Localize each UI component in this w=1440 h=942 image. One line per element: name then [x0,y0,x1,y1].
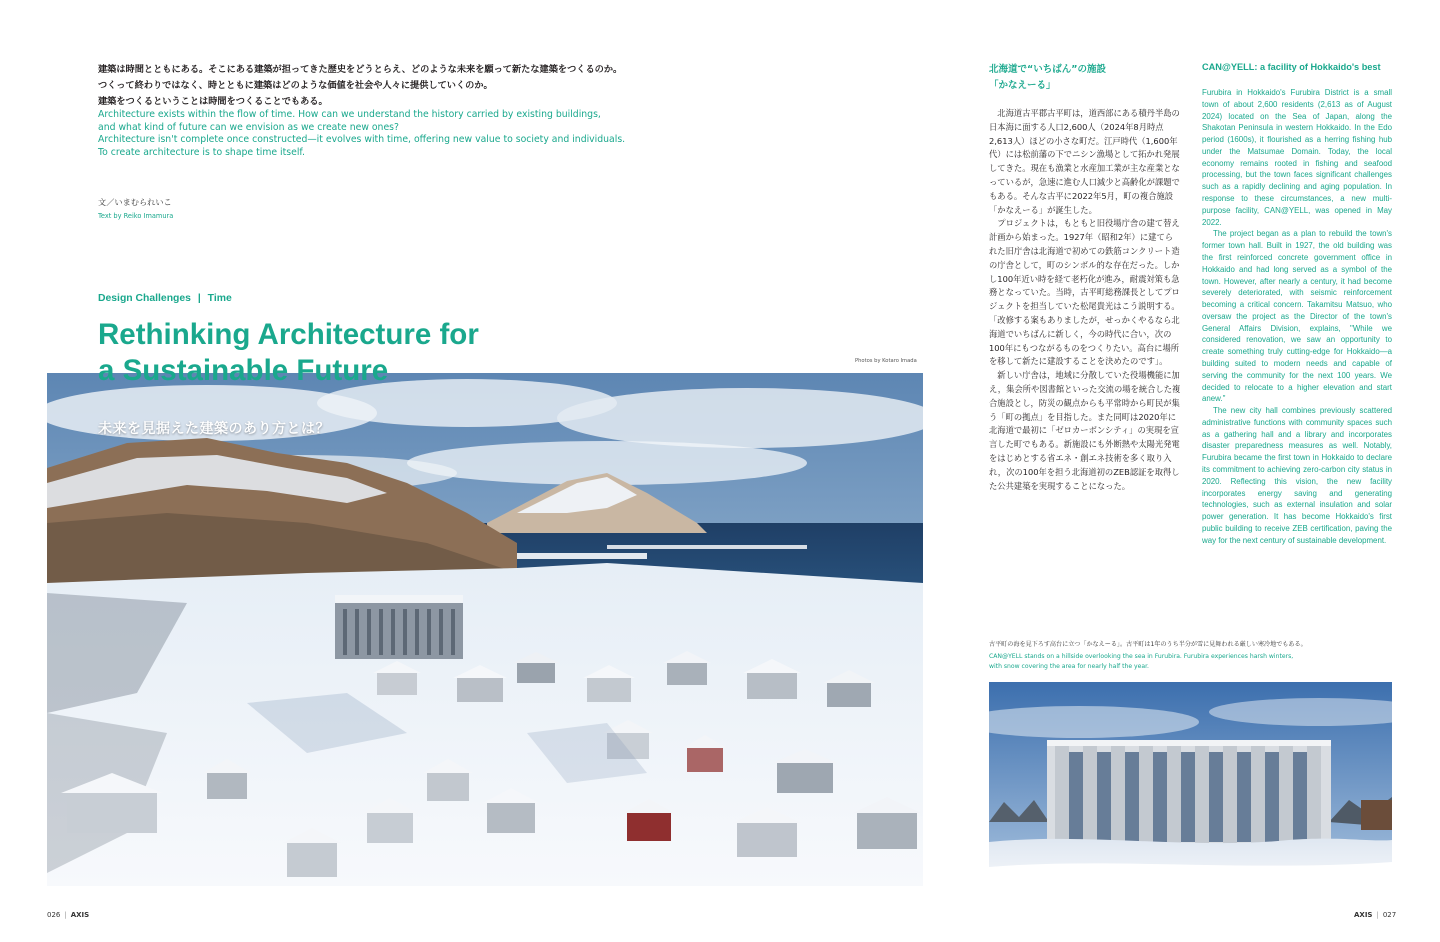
body-ja-paragraph: 北海道古平郡古平町は，道西部にある積丹半島の日本海に面する人口2,600人（2024年8月時点2,613人）ほどの小さな町だ。江戸時代（1,600年代）には松前藩の下でニシン漁場として拓かれ発展してきた。現在も漁業と水産加工業が主な産業となっているが，急速に進む人口減少と高齢化が課題でもある。そんな古平に2022年5月，町の複合施設「かなえーる」が誕生した。 [989,108,1180,215]
building-photo [989,682,1392,886]
title-line-2: a Sustainable Future [98,354,389,387]
body-text-en [1202,87,1392,546]
body-ja-paragraph: プロジェクトは，もともと旧役場庁舎の建て替え計画から始まった。1927年（昭和2年）に建てられた旧庁舎は北海道で初めての鉄筋コンクリート造の庁舎として，町のシンボル的な存在だった。しかし100年近い時を経て老朽化が進み，耐震対策も急務となっていた。当時，古平町総務課長としてプロジェクトを担当していた松尾貴光はこう説明する。「改修する案もありましたが，せっかくやるなら北海道でいちばんに新しく，今の時代に合い，次の100年にもつながるものをつくりたい。高台に場所を移して新たに建設することを決めたのです」。 [989,218,1180,367]
caption-en-line: with snow covering the area for nearly half the year. [989,662,1149,670]
page-number-right: 027 [1382,911,1397,919]
kicker-separator: | [197,293,201,304]
byline-ja: 文／いまむられいこ [98,197,172,207]
folio-left: 026 | AXIS [47,911,90,919]
intro-en-line: Architecture exists within the flow of time. How can we understand the history carried by existing buildings, [98,109,601,120]
byline-en: Text by Reiko Imamura [98,212,174,220]
section-heading-en: CAN@YELL: a facility of Hokkaido's best [1202,62,1381,72]
title-line-1: Rethinking Architecture for [98,318,479,351]
section-heading-ja-line: 北海道で“いちばん”の施設 [989,64,1106,75]
section-heading-ja-line: 「かなえーる」 [989,80,1056,91]
subtitle-ja: 未来を見据えた建築のあり方とは？ [98,421,330,437]
intro-en [98,109,638,160]
body-ja-paragraph: 新しい庁舎は，地域に分散していた役場機能に加え，集会所や図書館といった交流の場を統合した複合施設とし，防災の観点からも平常時から町民が集う「町の拠点」を目指した。また同町は2020年に北海道で最初に「ゼロカーボンシティ」の実現を宣言した町でもある。新施設にも外断熱や太陽光発電をはじめとする省エネ・創エネ技術を多く取り入れ，次の100年を担う北海道初のZEB認証を取得した公共建築を実現することになった。 [989,370,1181,491]
magazine-name-right: AXIS [1354,911,1373,919]
intro-ja-line: 建築は時間とともにある。そこにある建築が担ってきた歴史をどうとらえ、どのような未来を願って新たな建築をつくるのか。 [98,64,623,75]
photo-credit: Photos by Kotaro Imada [855,358,917,364]
page-title [98,317,618,389]
magazine-name-left: AXIS [70,911,90,919]
photo-caption-en [989,652,1293,671]
body-en-paragraph: Furubira in Hokkaido's Furubira District is a small town of about 2,600 residents (2,613 as of August 2024) located on the Sea of Japan, along the Shakotan Peninsula in western Hokkaido. In the Edo period (1600s), it flourished as a herring fishing hub under the Matsumae Domain. Today, the local economy remains rooted in fishing and seafood processing, but the town faces significant challenges such as a rapidly declining and aging population. In response to these circumstances, a new multi-purpose facility, CAN@YELL, was opened in May 2022. [1202,88,1392,227]
body-text-ja [989,107,1181,493]
hero-photo [47,373,923,886]
folio-right: AXIS | 027 [1354,911,1397,919]
photo-caption-ja: 古平町の海を見下ろす高台に立つ「かなえーる」。古平町は1年のうち半分が雪に見舞われる厳しい寒冷地でもある。 [989,641,1307,648]
intro-ja-line: つくって終わりではなく、時とともに建築はどのような価値を社会や人々に提供していくのか。 [98,80,493,91]
body-en-paragraph: The project began as a plan to rebuild the town's former town hall. Built in 1927, the old building was the first reinforced concrete government office in Hokkaido and had long served as a symbol of the town. However, after nearly a century, it had become severely deteriorated, with seismic reinforcement becoming a critical concern. Takamitsu Matsuo, who oversaw the project as the Director of the town's General Affairs Division, explains, "While we considered renovation, we saw an opportunity to create something truly cutting-edge for Hokkaido—a building suited to modern needs and capable of serving the community for the next 100 years. We decided to relocate to a higher elevation and start anew." [1202,229,1392,404]
body-en-paragraph: The new city hall combines previously scattered administrative functions with community spaces such as a gathering hall and a library and incorporates disaster preparedness measures as well. Notably, Furubira became the first town in Hokkaido to declare its commitment to achieving zero-carbon city status in 2020. Reflecting this vision, the new facility incorporates energy saving and generating technologies, such as external insulation and solar power generation. It has become Hokkaido's first public building to receive ZEB certification, paving the way for the next century of sustainable development. [1202,406,1392,545]
intro-ja [98,62,638,110]
section-heading-ja [989,62,1106,94]
intro-en-line: Architecture isn't complete once constructed—it evolves with time, offering new value to society and individuals. [98,134,626,146]
intro-ja-line: 建築をつくるということは時間をつくることでもある。 [98,96,328,107]
caption-en-line: CAN@YELL stands on a hillside overlooking the sea in Furubira. Furubira experiences harsh winters, [989,653,1294,660]
kicker-series: Design Challenges [98,293,191,304]
intro-en-line: and what kind of future can we envision as we create new ones? [98,121,399,133]
page-number-left: 026 [47,911,61,919]
intro-en-line: To create architecture is to shape time itself. [98,147,305,159]
kicker [98,293,232,304]
kicker-topic: Time [207,293,232,304]
